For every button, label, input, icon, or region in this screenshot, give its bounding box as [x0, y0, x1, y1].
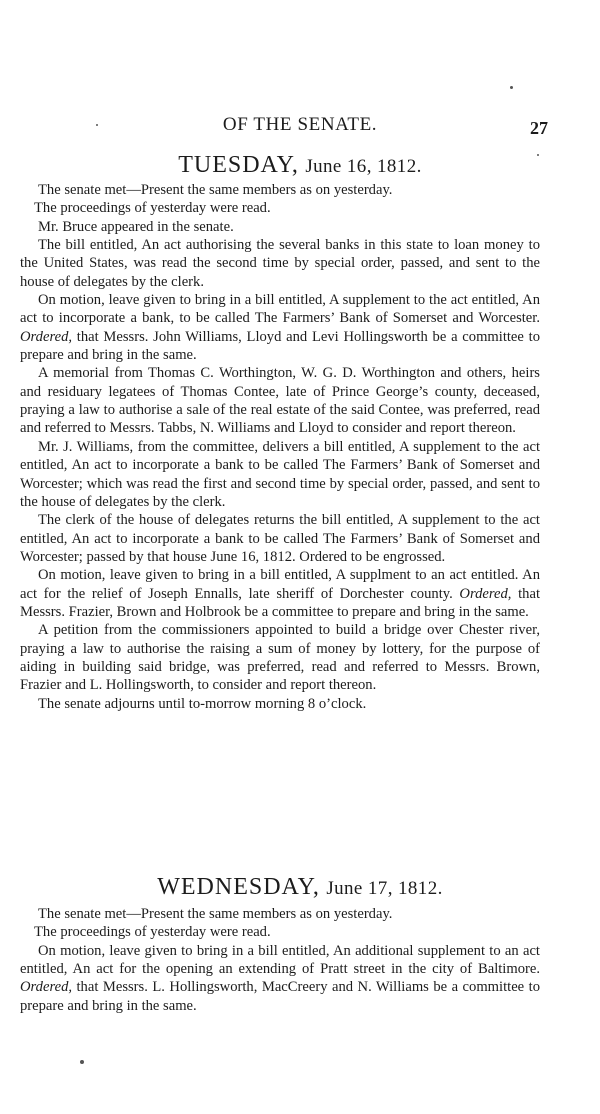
- day-heading-wednesday: [0, 873, 600, 903]
- day-date: June 16, 1812.: [305, 156, 422, 177]
- wednesday-proceedings: [20, 905, 540, 1015]
- paragraph: A memorial from Thomas C. Worthington, W. G. D. Worthington and others, heirs and residuary legatees of Thomas Contee, late of Prince George’s county, deceased, praying a law to authorise a sale of the real estate of the said Contee, was preferred, read and referred to Messrs. Tabbs, N. Williams and Lloyd to consider and report thereon.: [20, 365, 540, 437]
- paragraph: The proceedings of yesterday were read.: [34, 200, 271, 217]
- running-title: OF THE SENATE.: [222, 114, 378, 135]
- paragraph: The proceedings of yesterday were read.: [34, 924, 271, 941]
- day-heading-tuesday: [0, 151, 600, 181]
- paragraph: A petition from the commissioners appointed to build a bridge over Chester river, praying a law to authorise the raising a sum of money by lottery, for the purpose of aiding in building said bridge, was preferred, read and referred to Messrs. Brown, Frazier and L. Hollingsworth, to consider and report thereon.: [20, 622, 540, 694]
- running-head: [0, 114, 600, 140]
- ordered-italic: Ordered,: [20, 979, 73, 996]
- ordered-italic: Ordered,: [20, 328, 73, 345]
- tuesday-proceedings: [20, 181, 540, 713]
- paragraph: The senate adjourns until to-morrow morning 8 o’clock.: [38, 695, 367, 712]
- paragraph: The senate met—Present the same members as on yesterday.: [38, 182, 393, 198]
- paragraph: The senate met—Present the same members as on yesterday.: [38, 906, 393, 922]
- paragraph: The bill entitled, An act authorising the several banks in this state to loan money to the United States, was read the second time by special order, passed, and sent to the house of delegates by the clerk.: [20, 237, 540, 290]
- paragraph: The clerk of the house of delegates returns the bill entitled, A supplement to the act entitled, An act to incorporate a bank to be called The Farmers’ Bank of Somerset and Worcester; passed by that house June 16, 1812. Ordered to be engrossed.: [20, 512, 540, 565]
- ink-speck: [510, 86, 513, 89]
- paragraph: Mr. Bruce appeared in the senate.: [38, 218, 234, 235]
- ordered-italic: Ordered,: [459, 585, 512, 602]
- day-name: TUESDAY,: [178, 152, 299, 178]
- paragraph: On motion, leave given to bring in a bill entitled, A supplement to the act entitled, An act to incorporate a bank, to be called The Farmers’ Bank of Somerset and Worcester. Ordered, that Messrs. John Williams, Lloyd and Levi Hollingsworth be a committee to prepare and bring in the same.: [20, 292, 540, 364]
- ink-speck: [80, 1060, 84, 1064]
- paragraph: On motion, leave given to bring in a bill entitled, An additional supplement to an act entitled, An act for the opening an extending of Pratt street in the city of Baltimore. Ordered, that Messrs. L. Hollingsworth, MacCreery and N. Williams be a committee to prepare and bring in the same.: [20, 942, 540, 1014]
- paragraph: On motion, leave given to bring in a bill entitled, A supplment to an act entitled. An act for the relief of Joseph Ennalls, late sheriff of Dorchester county. Ordered, that Messrs. Frazier, Brown and Holbrook be a committee to prepare and bring in the same.: [20, 567, 540, 620]
- day-date: June 17, 1812.: [326, 878, 443, 899]
- paragraph: Mr. J. Williams, from the committee, delivers a bill entitled, A supplement to the act entitled, An act to incorporate a bank to be called The Farmers’ Bank of Somerset and Worcester; which was read the first and second time by special order, passed, and sent to the house of delegates by the clerk.: [20, 438, 540, 510]
- page-number: 27: [530, 118, 548, 138]
- day-name: WEDNESDAY,: [157, 874, 320, 900]
